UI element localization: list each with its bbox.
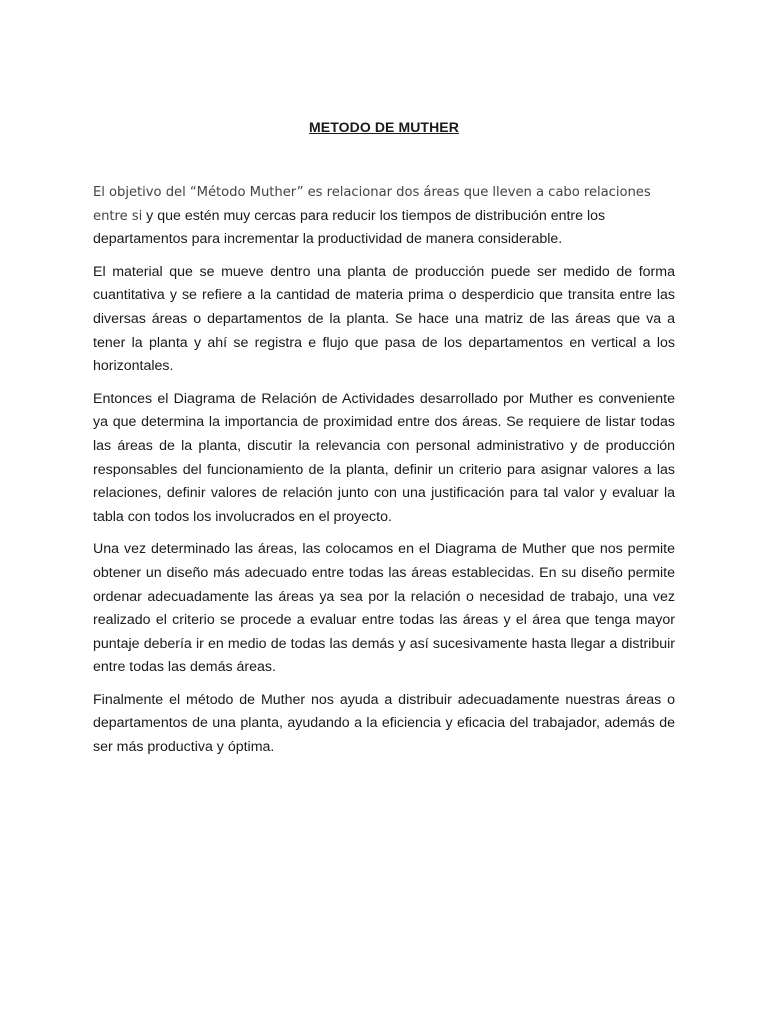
paragraph-1-rest: y que estén muy cercas para reducir los tiempos de distribución entre los departamentos para incrementar la productividad de manera considerable.: [93, 207, 606, 248]
document-body: [93, 181, 675, 769]
document-title: METODO DE MUTHER: [309, 119, 459, 135]
paragraph-2: El material que se mueve dentro una planta de producción puede ser medido de forma cuantitativa y se refiere a la cantidad de materia prima o desperdicio que transita entre las diversas áreas o departamentos de la planta. Se hace una matriz de las áreas que va a tener la planta y ahí se registra e flujo que pasa de los departamentos en vertical a los horizontales.: [93, 263, 675, 375]
paragraph-1: [93, 181, 675, 252]
paragraph-1-first-line: El objetivo del “Método Muther” es relacionar dos áreas que lleven a cabo relaciones entre si: [93, 185, 651, 224]
paragraph-3: Entonces el Diagrama de Relación de Actividades desarrollado por Muther es conveniente ya que determina la importancia de proximidad entre dos áreas. Se requiere de listar todas las áreas de la planta, discutir la relevancia con personal administrativo y de producción responsables del funcionamiento de la planta, definir un criterio para asignar valores a las relaciones, definir valores de relación junto con una justificación para tal valor y evaluar la tabla con todos los involucrados en el proyecto.: [93, 390, 675, 525]
paragraph-5: Finalmente el método de Muther nos ayuda a distribuir adecuadamente nuestras áreas o departamentos de una planta, ayudando a la eficiencia y eficacia del trabajador, además de ser más productiva y óptima.: [93, 691, 675, 756]
paragraph-4: Una vez determinado las áreas, las colocamos en el Diagrama de Muther que nos permite obtener un diseño más adecuado entre todas las áreas establecidas. En su diseño permite ordenar adecuadamente las áreas ya sea por la relación o necesidad de trabajo, una vez realizado el criterio se procede a evaluar entre todas las áreas y el área que tenga mayor puntaje debería ir en medio de todas las demás y así sucesivamente hasta llegar a distribuir entre todas las demás áreas.: [93, 541, 675, 676]
